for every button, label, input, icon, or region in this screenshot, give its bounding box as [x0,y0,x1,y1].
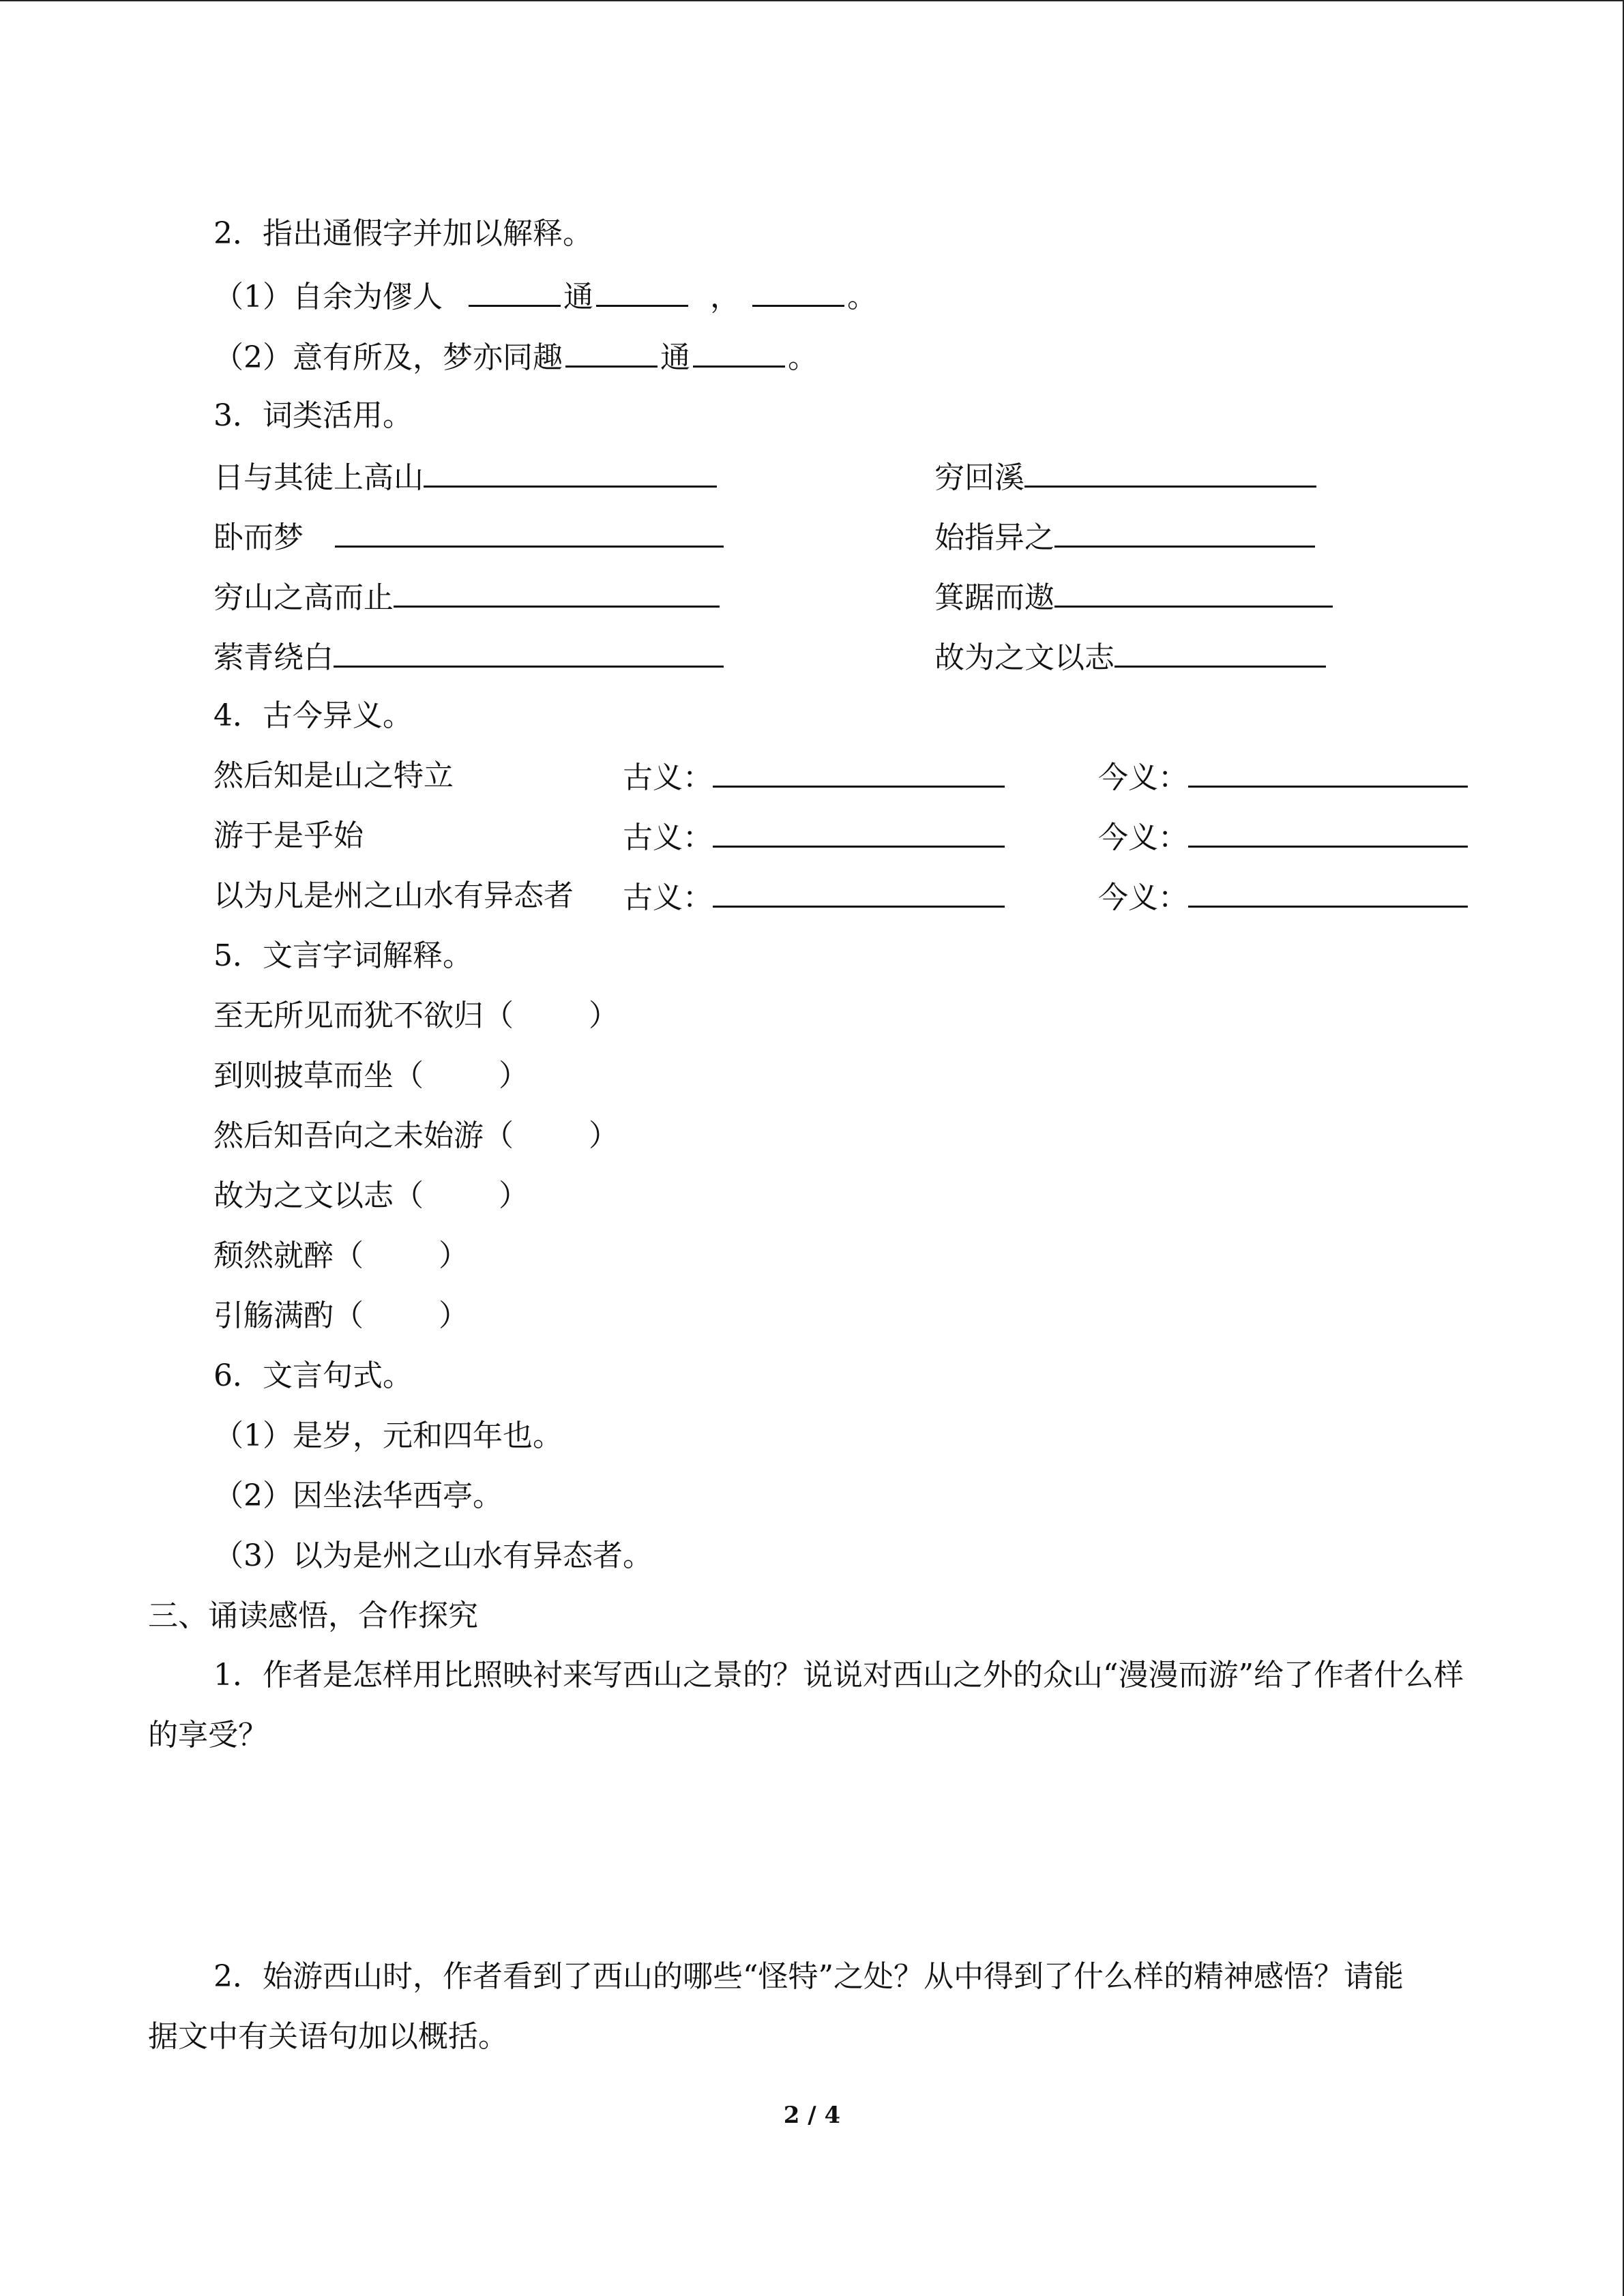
q2-item-1-tong: 通 [563,280,593,314]
q4-jin-2 [1098,816,1468,856]
q4-gu-label-3: 古义： [623,880,713,915]
q5-item-5[interactable] [213,1236,469,1277]
q3-right-blank-1[interactable] [1024,456,1316,488]
q5-item-6[interactable] [213,1296,469,1337]
q3-left-row-4 [213,636,724,676]
q6-item-1: （1）是岁，元和四年也。 [213,1418,563,1453]
q6-item-2: （2）因坐法华西亭。 [213,1478,503,1513]
q4-gu-blank-1[interactable] [713,756,1005,788]
q4-gu-2 [623,816,1005,856]
q3-right-row-4 [934,636,1326,676]
q2-title: 2．指出通假字并加以解释。 [213,216,593,251]
q4-jin-blank-3[interactable] [1188,876,1468,908]
q2-item-1 [213,275,877,316]
q3-left-row-3 [213,576,720,616]
q5-item-2-close: ） [499,1058,529,1093]
q3-left-blank-1[interactable] [424,456,717,488]
q2-item-1-blank-a[interactable] [469,275,561,307]
q4-jin-label-2: 今义： [1098,820,1188,855]
q4-jin-label-3: 今义： [1098,880,1188,915]
q5-item-1-close: ） [589,998,619,1033]
section-3-question-2: 2．始游西山时，作者看到了西山的哪些“怪特”之处？从中得到了什么样的精神感悟？请能据文中有关语句加以概括。 [148,1959,1404,2054]
q3-right-blank-3[interactable] [1054,576,1333,608]
q5-item-3-text: 然后知吾向之未始游（ [213,1118,514,1153]
q3-left-phrase-2: 卧而梦 [213,520,304,555]
q3-right-phrase-4: 故为之文以志 [934,640,1114,675]
page-top-border [0,0,1624,1]
q4-jin-blank-2[interactable] [1188,816,1468,848]
q5-item-5-text: 颓然就醉（ [213,1238,364,1273]
q3-right-row-1 [934,456,1316,496]
q4-gu-1 [623,756,1005,796]
q3-right-phrase-1: 穷回溪 [934,460,1024,495]
q2-item-1-comma: ， [710,280,740,314]
q5-title: 5．文言字词解释。 [213,938,473,973]
q5-item-2-text: 到则披草而坐（ [213,1058,424,1093]
q3-left-phrase-1: 日与其徒上高山 [213,460,424,495]
q3-right-row-2 [934,516,1315,556]
q5-item-5-close: ） [439,1238,469,1273]
q4-gu-label-1: 古义： [623,760,713,795]
q4-gu-3 [623,876,1005,916]
q3-left-row-2 [213,516,724,556]
q3-left-blank-3[interactable] [394,576,720,608]
q5-item-3-close: ） [589,1118,619,1153]
q3-right-blank-2[interactable] [1054,516,1315,548]
q6-item-3: （3）以为是州之山水有异态者。 [213,1538,653,1573]
q2-item-2-blank-b[interactable] [693,336,785,368]
section-3-heading: 三、诵读感悟，合作探究 [148,1598,478,1633]
q3-left-row-1 [213,456,717,496]
q2-item-2-text: （2）意有所及，梦亦同趣 [213,340,563,375]
q4-gu-blank-2[interactable] [713,816,1005,848]
q5-item-4-close: ） [499,1178,529,1213]
q5-item-4-text: 故为之文以志（ [213,1178,424,1213]
q4-gu-label-2: 古义： [623,820,713,855]
q5-item-6-close: ） [439,1298,469,1333]
q5-item-1[interactable] [213,996,619,1037]
q3-right-row-3 [934,576,1333,616]
q4-phrase-3: 以为凡是州之山水有异态者 [213,878,574,913]
q3-right-phrase-2: 始指异之 [934,520,1054,555]
q5-item-1-text: 至无所见而犹不欲归（ [213,998,514,1033]
q2-item-2 [213,336,818,376]
q2-item-1-blank-c[interactable] [752,275,844,307]
q4-jin-label-1: 今义： [1098,760,1188,795]
q3-left-phrase-4: 萦青绕白 [213,640,334,675]
q4-gu-blank-3[interactable] [713,876,1005,908]
q4-title: 4．古今异义。 [213,698,413,733]
q2-item-1-end: 。 [847,280,877,314]
q4-phrase-1: 然后知是山之特立 [213,758,454,793]
q4-jin-3 [1098,876,1468,916]
q3-title: 3．词类活用。 [213,398,413,433]
q3-left-phrase-3: 穷山之高而止 [213,580,394,615]
q4-jin-1 [1098,756,1468,796]
q5-item-3[interactable] [213,1116,619,1157]
q3-right-blank-4[interactable] [1114,636,1326,668]
q5-item-6-text: 引觞满酌（ [213,1298,364,1333]
q4-phrase-2: 游于是乎始 [213,818,364,853]
q6-title: 6．文言句式。 [213,1358,413,1393]
q3-left-blank-2[interactable] [335,516,724,548]
q4-jin-blank-1[interactable] [1188,756,1468,788]
q2-item-1-text: （1）自余为僇人 [213,280,443,314]
q5-item-4[interactable] [213,1176,529,1217]
q5-item-2[interactable] [213,1056,529,1097]
q2-item-2-end: 。 [788,340,818,375]
q2-item-1-blank-b[interactable] [596,275,688,307]
section-3-question-1: 1．作者是怎样用比照映衬来写西山之景的？说说对西山之外的众山“漫漫而游”给了作者什么样的享受？ [148,1658,1464,1753]
q3-right-phrase-3: 箕踞而遨 [934,580,1054,615]
q2-item-2-blank-a[interactable] [565,336,658,368]
q3-left-blank-4[interactable] [334,636,724,668]
q2-item-2-tong: 通 [660,340,690,375]
page-number: 2 / 4 [783,2102,841,2129]
